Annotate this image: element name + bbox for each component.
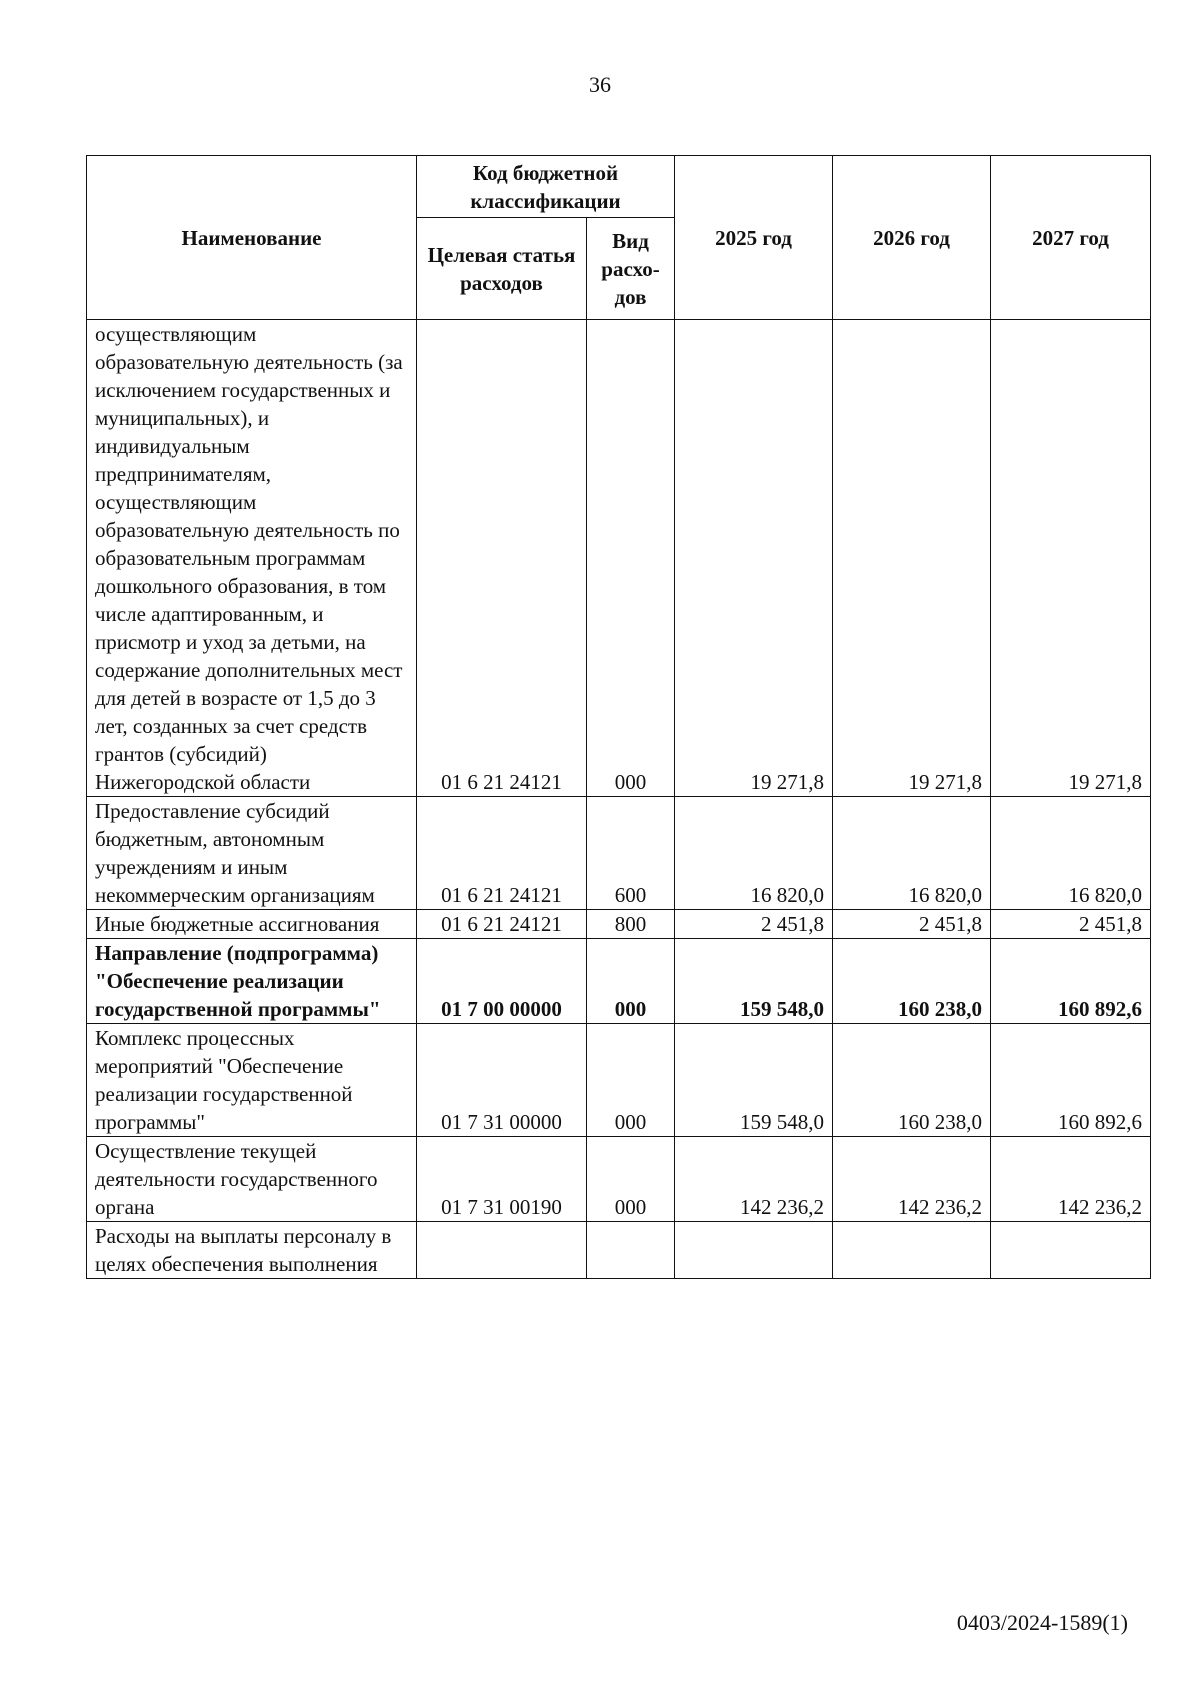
header-budget-code-group: Код бюджетной классификации	[417, 156, 675, 218]
table-body	[87, 320, 1151, 1279]
row-value-2025: 16 820,0	[675, 797, 833, 910]
row-value-2027: 142 236,2	[991, 1137, 1151, 1222]
document-code: 0403/2024-1589(1)	[956, 1610, 1128, 1635]
row-name: Предоставление субсидий бюджетным, автономным учреждениям и иным некоммерческим организациям	[87, 797, 417, 910]
row-name: Осуществление текущей деятельности государственного органа	[87, 1137, 417, 1222]
row-value-2026	[833, 1222, 991, 1279]
table-row	[87, 910, 1151, 939]
header-name: Наименование	[87, 156, 417, 320]
row-name: Направление (подпрограмма) "Обеспечение реализации государственной программы"	[87, 939, 417, 1024]
row-value-2027	[991, 1222, 1151, 1279]
row-value-2027: 19 271,8	[991, 320, 1151, 797]
header-target-article: Целевая статья расходов	[417, 218, 587, 320]
table-row	[87, 320, 1151, 797]
row-value-2026: 160 238,0	[833, 1024, 991, 1137]
table-row	[87, 1222, 1151, 1279]
row-value-2026: 16 820,0	[833, 797, 991, 910]
row-expense-type: 000	[587, 320, 675, 797]
header-year-2025: 2025 год	[675, 156, 833, 320]
row-value-2026: 19 271,8	[833, 320, 991, 797]
row-value-2026: 2 451,8	[833, 910, 991, 939]
table-row	[87, 1024, 1151, 1137]
header-expense-type: Вид расхо-дов	[587, 218, 675, 320]
table-row-subprogram	[87, 939, 1151, 1024]
header-year-2027: 2027 год	[991, 156, 1151, 320]
row-value-2027: 16 820,0	[991, 797, 1151, 910]
row-value-2027: 160 892,6	[991, 1024, 1151, 1137]
row-value-2025: 2 451,8	[675, 910, 833, 939]
row-expense-type: 600	[587, 797, 675, 910]
row-value-2025	[675, 1222, 833, 1279]
row-expense-type: 000	[587, 1024, 675, 1137]
row-value-2026: 160 238,0	[833, 939, 991, 1024]
row-target-article	[417, 1222, 587, 1279]
row-name: осуществляющим образовательную деятельность (за исключением государственных и муниципальных), и индивидуальным предпринимателям, осуществляющим образовательную деятельность по образовательным программам дошкольного образования, в том числе адаптированным, и присмотр и уход за детьми, на содержание дополнительных мест для детей в возрасте от 1,5 до 3 лет, созданных за счет средств грантов (субсидий) Нижегородской области	[87, 320, 417, 797]
row-target-article: 01 6 21 24121	[417, 320, 587, 797]
row-target-article: 01 7 31 00190	[417, 1137, 587, 1222]
row-value-2025: 19 271,8	[675, 320, 833, 797]
row-value-2027: 2 451,8	[991, 910, 1151, 939]
table-row	[87, 797, 1151, 910]
row-value-2027: 160 892,6	[991, 939, 1151, 1024]
row-expense-type	[587, 1222, 675, 1279]
row-value-2025: 142 236,2	[675, 1137, 833, 1222]
row-name: Расходы на выплаты персоналу в целях обеспечения выполнения	[87, 1222, 417, 1279]
row-value-2025: 159 548,0	[675, 939, 833, 1024]
table-header	[87, 156, 1151, 320]
row-value-2025: 159 548,0	[675, 1024, 833, 1137]
row-target-article: 01 6 21 24121	[417, 910, 587, 939]
page-number: 36	[589, 72, 611, 97]
row-value-2026: 142 236,2	[833, 1137, 991, 1222]
row-name: Иные бюджетные ассигнования	[87, 910, 417, 939]
row-target-article: 01 7 31 00000	[417, 1024, 587, 1137]
table-row	[87, 1137, 1151, 1222]
row-expense-type: 000	[587, 1137, 675, 1222]
row-target-article: 01 6 21 24121	[417, 797, 587, 910]
header-year-2026: 2026 год	[833, 156, 991, 320]
row-name: Комплекс процессных мероприятий "Обеспечение реализации государственной программы"	[87, 1024, 417, 1137]
row-expense-type: 000	[587, 939, 675, 1024]
budget-table	[86, 155, 1151, 1279]
row-target-article: 01 7 00 00000	[417, 939, 587, 1024]
row-expense-type: 800	[587, 910, 675, 939]
